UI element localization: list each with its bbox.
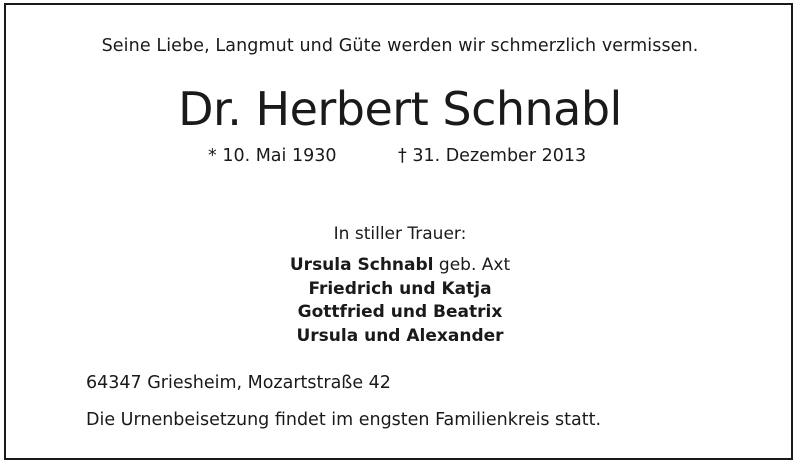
mourner-line xyxy=(0,325,800,349)
motto-text: Seine Liebe, Langmut und Güte werden wir schmerzlich vermissen. xyxy=(101,36,699,56)
mourner-suffix: geb. Axt xyxy=(433,255,511,275)
mourner-name: Ursula und Alexander xyxy=(296,325,504,346)
birth-date: * 10. Mai 1930 xyxy=(208,146,337,166)
mourners-list xyxy=(0,254,800,348)
burial-note: Die Urnenbeisetzung findet im engsten Familienkreis statt. xyxy=(86,410,602,430)
address-text: 64347 Griesheim, Mozartstraße 42 xyxy=(86,373,391,393)
deceased-name: Dr. Herbert Schnabl xyxy=(178,82,622,136)
death-date: † 31. Dezember 2013 xyxy=(398,146,587,166)
mourner-line xyxy=(0,301,800,325)
mourning-label: In stiller Trauer: xyxy=(333,224,467,244)
mourner-name: Friedrich und Katja xyxy=(308,278,492,299)
mourner-name: Ursula Schnabl xyxy=(289,255,434,275)
mourner-line xyxy=(0,254,800,278)
mourner-line xyxy=(0,278,800,302)
mourner-name: Gottfried und Beatrix xyxy=(297,302,503,322)
